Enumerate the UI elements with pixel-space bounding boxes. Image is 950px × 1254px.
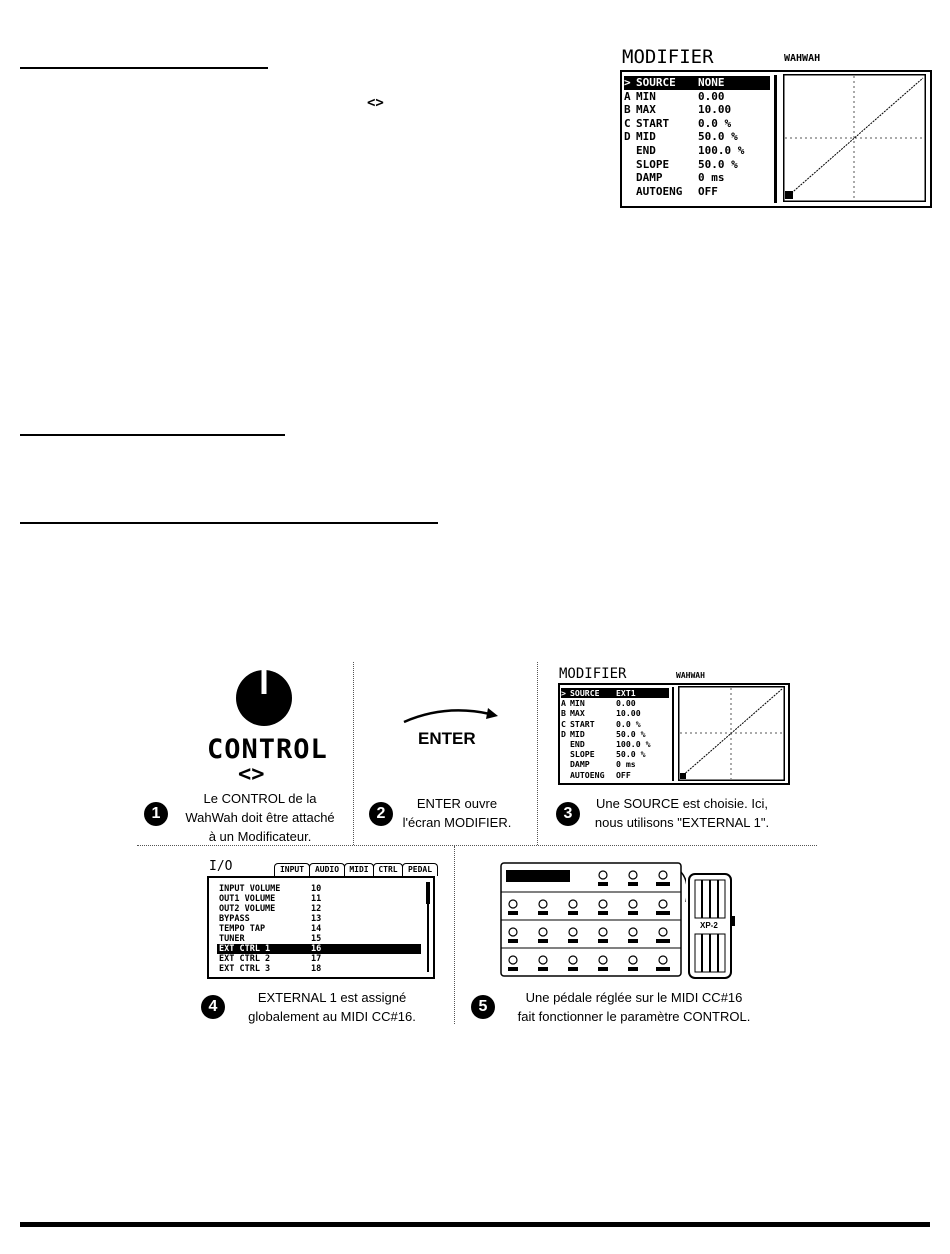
io-item-value: 13: [311, 914, 322, 924]
modifier-screen-3-title: MODIFIER: [559, 666, 627, 682]
io-screen-title: I/O: [209, 859, 233, 874]
io-item-name: INPUT VOLUME: [219, 884, 281, 894]
io-item-value: 12: [311, 904, 322, 914]
param-prefix: C: [624, 116, 631, 130]
scrollbar: [774, 75, 777, 203]
modifier-param-row: [624, 103, 770, 117]
modifier-param-row: [624, 90, 770, 104]
modifier-param-row: [624, 171, 770, 185]
param-value: 0.0 %: [698, 116, 732, 130]
io-tab-audio[interactable]: AUDIO: [309, 863, 345, 876]
step5-caption: Une pédale réglée sur le MIDI CC#16 fait fonctionner le paramètre CONTROL.: [517, 990, 751, 1024]
io-tab-pedal[interactable]: PEDAL: [402, 863, 438, 876]
io-item-value: 15: [311, 934, 322, 944]
io-list-frame: [207, 876, 435, 979]
io-list-item[interactable]: [217, 924, 421, 934]
param-value: OFF: [616, 769, 631, 780]
param-prefix: D: [624, 130, 631, 144]
divider-v3: [454, 846, 455, 1024]
modifier-screen-1: [620, 70, 932, 208]
io-item-value: 14: [311, 924, 322, 934]
step1-caption: Le CONTROL de la WahWah doit être attaché à un Modificateur.: [185, 791, 335, 844]
io-list-item[interactable]: [217, 904, 421, 914]
modifier-param-row: [561, 698, 669, 708]
param-prefix: >: [561, 688, 566, 698]
io-item-name: OUT2 VOLUME: [219, 904, 276, 914]
step3-caption: Une SOURCE est choisie. Ici, nous utilisons "EXTERNAL 1".: [594, 796, 770, 830]
divider-v2: [537, 662, 538, 845]
param-value: EXT1: [616, 688, 636, 698]
modifier-param-row: [624, 158, 770, 172]
control-symbol-inline: <>: [367, 95, 384, 111]
param-name: SLOPE: [636, 157, 670, 171]
enter-label: ENTER: [418, 729, 476, 748]
param-name: MID: [570, 728, 585, 739]
param-name: END: [636, 144, 656, 157]
param-name: SOURCE: [570, 688, 600, 698]
io-item-name: BYPASS: [219, 914, 250, 924]
param-value: 50.0 %: [616, 728, 646, 739]
step-number-5: 5: [471, 995, 495, 1019]
modifier-param-row: [561, 770, 669, 780]
param-value: 10.00: [616, 708, 641, 719]
param-name: END: [570, 739, 585, 749]
param-name: AUTOENG: [570, 769, 605, 780]
io-item-name: OUT1 VOLUME: [219, 894, 276, 904]
param-name: SLOPE: [570, 749, 595, 760]
midi-footcontroller-icon: [500, 862, 686, 978]
heading-underline-3: [20, 522, 438, 524]
step-number-2: 2: [369, 802, 393, 826]
param-value: 100.0 %: [698, 144, 745, 157]
param-name: AUTOENG: [636, 184, 683, 198]
io-tab-ctrl[interactable]: CTRL: [373, 863, 403, 878]
io-item-name: EXT CTRL 2: [219, 954, 271, 964]
param-value: 0 ms: [616, 759, 636, 770]
control-knob-icon: [234, 666, 294, 728]
io-tabs: [274, 863, 434, 877]
param-prefix: B: [561, 708, 566, 719]
io-item-name: EXT CTRL 3: [219, 964, 271, 974]
modifier-param-row: [561, 759, 669, 769]
modifier-param-row: [561, 739, 669, 749]
param-name: DAMP: [570, 759, 590, 770]
io-item-name: TEMPO TAP: [219, 924, 266, 934]
modifier-param-row: [561, 688, 669, 698]
io-list-item[interactable]: [217, 914, 421, 924]
param-value: 0.0 %: [616, 718, 641, 729]
enter-arrow-icon: [400, 702, 500, 726]
param-name: SOURCE: [636, 76, 676, 89]
param-name: MAX: [570, 708, 585, 719]
param-value: 0.00: [616, 698, 636, 709]
step-number-1: 1: [144, 802, 168, 826]
param-name: MID: [636, 130, 656, 144]
modifier-curve-graph: [783, 74, 926, 202]
io-list-item[interactable]: [217, 894, 421, 904]
param-value: 10.00: [698, 103, 732, 117]
step-number-4: 4: [201, 995, 225, 1019]
modifier-param-row: [561, 749, 669, 759]
io-list-item[interactable]: [217, 884, 421, 894]
io-item-name: TUNER: [219, 934, 245, 944]
step2-caption: ENTER ouvre l'écran MODIFIER.: [402, 796, 512, 830]
io-item-value: 16: [311, 944, 322, 954]
param-name: START: [636, 116, 670, 130]
pedal-label: XP-2: [700, 921, 718, 930]
modifier-param-row: [624, 76, 770, 90]
io-item-value: 17: [311, 954, 322, 964]
modifier-param-row: [561, 729, 669, 739]
step4-caption: EXTERNAL 1 est assigné globalement au MIDI CC#16.: [248, 990, 416, 1024]
param-name: START: [570, 718, 595, 729]
divider-v1: [353, 662, 354, 845]
io-screen: [207, 859, 435, 979]
param-prefix: C: [561, 718, 566, 729]
param-prefix: A: [624, 89, 631, 103]
io-item-value: 11: [311, 894, 322, 904]
param-value: OFF: [698, 184, 718, 198]
param-name: MIN: [636, 89, 656, 103]
modifier-screen-title: MODIFIER: [622, 46, 714, 68]
param-value: 100.0 %: [616, 739, 651, 749]
control-symbol: <>: [238, 762, 265, 787]
io-item-value: 10: [311, 884, 322, 894]
control-label: CONTROL: [207, 734, 328, 765]
io-list-item[interactable]: [217, 934, 421, 944]
modifier-curve-graph: [678, 686, 785, 781]
io-item-value: 18: [311, 964, 322, 974]
param-value: 50.0 %: [698, 157, 738, 171]
scrollbar: [672, 687, 674, 781]
param-value: 50.0 %: [616, 749, 646, 760]
param-name: MIN: [570, 698, 585, 709]
param-value: 0 ms: [698, 171, 725, 185]
modifier-param-row: [561, 708, 669, 718]
modifier-param-row: [624, 185, 770, 199]
io-tab-midi[interactable]: MIDI: [344, 863, 374, 876]
modifier-screen-3-subtitle: WAHWAH: [676, 671, 705, 680]
param-prefix: B: [624, 103, 631, 117]
param-name: DAMP: [636, 171, 663, 185]
param-prefix: >: [624, 76, 631, 89]
param-prefix: D: [561, 728, 566, 739]
param-name: MAX: [636, 103, 656, 117]
modifier-param-row: [624, 144, 770, 158]
step-number-3: 3: [556, 802, 580, 826]
heading-underline-2: [20, 434, 285, 436]
io-item-name: EXT CTRL 1: [219, 944, 271, 954]
modifier-param-row: [624, 117, 770, 131]
scrollbar-thumb: [426, 882, 430, 904]
modifier-screen-subtitle: WAHWAH: [784, 53, 821, 64]
modifier-screen-3: [558, 683, 790, 785]
io-list-item[interactable]: [217, 944, 421, 954]
page-footer-rule: [20, 1222, 930, 1227]
modifier-param-row: [624, 130, 770, 144]
param-value: 50.0 %: [698, 130, 738, 144]
modifier-param-row: [561, 719, 669, 729]
param-value: NONE: [698, 76, 725, 89]
param-value: 0.00: [698, 89, 725, 103]
io-list-item[interactable]: [217, 954, 421, 964]
heading-underline-1: [20, 67, 268, 69]
param-prefix: A: [561, 698, 566, 709]
io-list-item[interactable]: [217, 964, 421, 974]
io-tab-input[interactable]: INPUT: [274, 863, 310, 876]
